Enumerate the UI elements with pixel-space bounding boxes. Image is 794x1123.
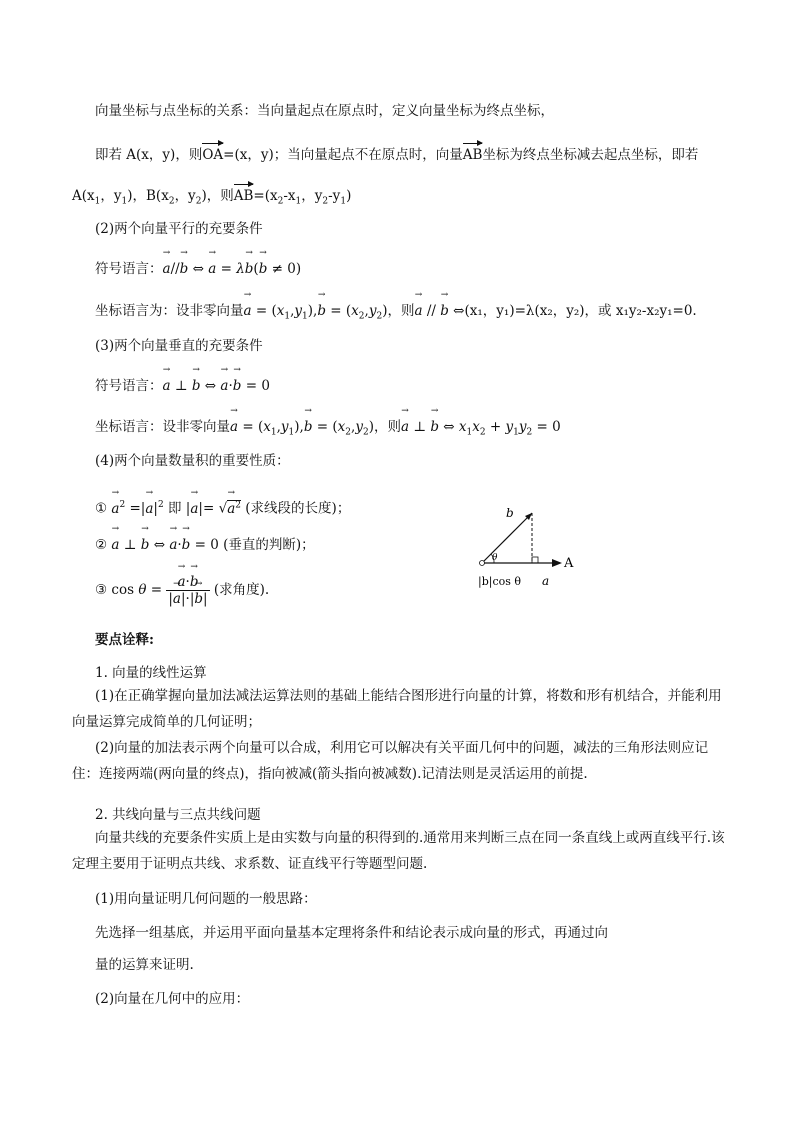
relation-line-1: 向量坐标与点坐标的关系：当向量起点在原点时，定义向量坐标为终点坐标， [95, 103, 554, 119]
props-heading: (4)两个向量数量积的重要性质： [95, 453, 290, 469]
vector-oa: OA [202, 147, 224, 163]
relation-line-3: $A(x_1$，$y_1$)，$B(x_2$，$y_2$)，则$AB=(x_2-x_1$，$y_2-y_1$) [72, 188, 352, 207]
section-2-question-2: (2)向量在几何中的应用： [95, 991, 250, 1007]
prop-1: ① → $a^2$ =|→ $a|^2$ 即 |→ a|= √→ $a^2$ (求线段的长度)； [95, 496, 350, 518]
parallel-heading: (2)两个向量平行的充要条件 [95, 221, 263, 237]
section-2-answer-line-1: 先选择一组基底，并运用平面向量基本定理将条件和结论表示成向量的形式，再通过向 [95, 925, 608, 941]
perp-coord-line: 坐标语言：设非零向量→ $a = (x_1,y_1),\to b = (x_2,y_2)$，则→ a ⊥ → b ⇔ $x_1x_2 + y_1y_2 = 0$ [95, 418, 561, 442]
section-1-title: 1. 向量的线性运算 [95, 665, 207, 681]
label: 坐标语言：设非零向量 [95, 419, 230, 435]
text-segment: 坐标为终点坐标减去起点坐标，即若 [482, 147, 699, 163]
label-projection: |b|cos θ [478, 575, 522, 588]
text-segment: ，y [174, 188, 196, 204]
projection-figure [470, 495, 590, 595]
text-segment: ，则 [387, 303, 415, 319]
text-segment: ，y [100, 188, 122, 204]
parallel-symbol-line: 符号语言：→ a//→ b ⇔ → a = λ→ b(→ b ≠ 0) [95, 260, 301, 278]
text-segment: -x [283, 188, 296, 204]
text-segment: ⇔(x₁，y₁)=λ(x₂，y₂)，或 x₁y₂-x₂y₁=0. [453, 303, 697, 319]
text-segment: 即若 A(x，y)，则 [95, 147, 203, 163]
right-angle-mark [532, 557, 538, 563]
label-b: b [506, 506, 514, 520]
prop-3: ③ cos θ = → $\frac{a\cdot\to b}{|\to a|\cdot|\to b|}$ (求角度). [95, 574, 269, 607]
theta-mark: θ [492, 553, 498, 563]
text-segment: (垂直的判断)； [223, 537, 315, 553]
section-2-question-1: (1)用向量证明几何问题的一般思路： [95, 891, 317, 907]
text-segment: -y [328, 188, 341, 204]
section-2-paragraph: 向量共线的充要条件实质上是由实数与向量的积得到的.通常用来判断三点在同一条直线上或两直线平行.该定理主要用于证明点共线、求系数、证直线平行等题型问题. [72, 830, 725, 872]
vector-b-line [482, 513, 532, 563]
text-segment: =(x [253, 188, 278, 204]
label: 符号语言： [95, 378, 163, 394]
section-2-title: 2. 共线向量与三点共线问题 [95, 807, 261, 823]
label: 坐标语言为：设非零向量 [95, 303, 244, 319]
text-segment: )，则 [201, 188, 234, 204]
notes-heading: 要点诠释: [95, 632, 154, 648]
text-segment: A(x [72, 188, 95, 204]
relation-line-2 [95, 146, 698, 164]
section-2-answer-line-2: 量的运算来证明. [95, 957, 194, 973]
vector-ab: AB [462, 147, 483, 163]
text-segment: ，则 [373, 419, 401, 435]
text-segment: )，B(x [127, 188, 169, 204]
label: 符号语言： [95, 261, 163, 277]
text-segment: ) [346, 188, 352, 204]
perp-symbol-line: 符号语言：→ a ⊥ → b ⇔ → a·→ b = 0 [95, 377, 270, 395]
text-segment: =(x，y)；当向量起点不在原点时，向量 [223, 147, 463, 163]
section-1-paragraph-2: (2)向量的加法表示两个向量可以合成，利用它可以解决有关平面几何中的问题，减法的三角形法则应记住：连接两端(两向量的终点)，指向被减(箭头指向被减数).记清法则是灵活运用的前提. [72, 740, 709, 782]
label-A: A [564, 556, 574, 571]
text-segment: (求角度). [213, 582, 270, 598]
section-1-paragraph-1: (1)在正确掌握向量加法减法运算法则的基础上能结合图形进行向量的计算，将数和形有机结合，并能利用向量运算完成简单的几何证明； [72, 688, 722, 730]
perp-heading: (3)两个向量垂直的充要条件 [95, 338, 263, 354]
label-a: a [542, 574, 550, 588]
origin-point [480, 561, 485, 566]
vector-ab: AB [233, 188, 254, 204]
prop-2: ② → a ⊥ → b ⇔ → a·→ b = 0 (垂直的判断)； [95, 536, 315, 554]
text-segment: (求线段的长度)； [245, 500, 351, 517]
vector-a-arrowhead [552, 559, 562, 567]
parallel-coord-line: 坐标语言为：设非零向量→ $a = (x_1,y_1),\to b = (x_2,y_2)$，则→ a // → b ⇔(x₁，y₁)=λ(x₂，y₂)，或 x₁y₂-x₂y₁=0. [95, 302, 697, 326]
text-segment: ，y [301, 188, 323, 204]
